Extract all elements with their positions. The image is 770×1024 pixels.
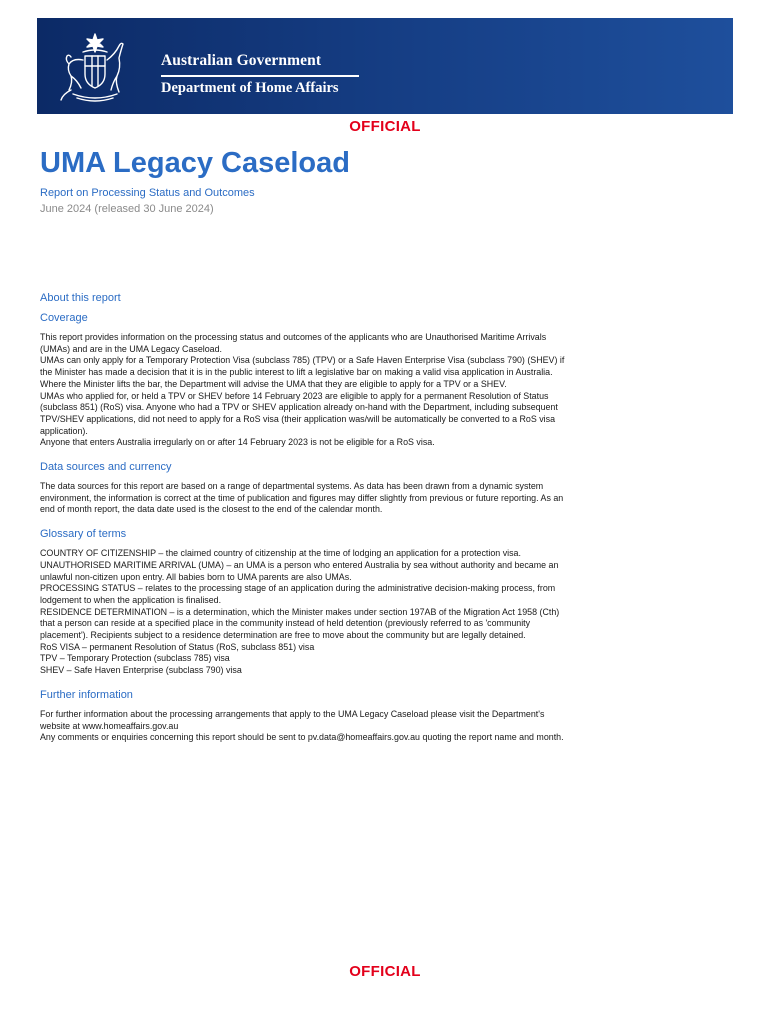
- release-date: June 2024 (released 30 June 2024): [40, 203, 214, 215]
- department-name: Department of Home Affairs: [161, 80, 339, 96]
- text-line: website at www.homeaffairs.gov.au: [40, 720, 179, 731]
- section-heading: Coverage: [40, 312, 88, 324]
- section-further-information: [40, 689, 660, 744]
- classification-bottom: OFFICIAL: [349, 963, 421, 980]
- section-body: [40, 332, 660, 449]
- section-body: [40, 548, 660, 677]
- text-line: the Minister has made a decision that it is in the public interest to lift a legislative bar on making a valid visa application in Australia.: [40, 367, 553, 378]
- text-line: UMAs can only apply for a Temporary Protection Visa (subclass 785) (TPV) or a Safe Haven Enterprise Visa (subclass 790) (SHEV) if: [40, 355, 565, 366]
- section-heading: Glossary of terms: [40, 528, 127, 541]
- text-line: TPV – Temporary Protection (subclass 785) visa: [40, 653, 230, 664]
- section-data-sources: [40, 461, 660, 516]
- text-line: that a person can reside at a specified place in the community instead of held detention (previously referred to as 'community: [40, 618, 531, 629]
- header-banner: [37, 18, 733, 114]
- text-line: The data sources for this report are based on a range of departmental systems. As data has been drawn from a dynamic system: [40, 481, 544, 492]
- text-line: placement'). Recipients subject to a residence determination are free to move about the community but are legally detained.: [40, 630, 526, 641]
- section-coverage: [40, 312, 660, 449]
- page-subtitle: Report on Processing Status and Outcomes: [40, 187, 255, 199]
- coat-of-arms-icon: [59, 30, 131, 104]
- text-line: TPV/SHEV applications, did not need to apply for a RoS visa (their application was/will be automatically be converted to a RoS visa: [40, 413, 556, 424]
- banner-divider: [161, 75, 359, 77]
- section-body: [40, 709, 660, 744]
- text-line: end of month report, the data date used is the closest to the end of the calendar month.: [40, 504, 383, 515]
- text-line: unlawful non-citizen upon entry. All babies born to UMA parents are also UMAs.: [40, 571, 352, 582]
- text-line: SHEV – Safe Haven Enterprise (subclass 790) visa: [40, 665, 242, 676]
- text-line: RoS VISA – permanent Resolution of Status (RoS, subclass 851) visa: [40, 641, 315, 652]
- text-line: RESIDENCE DETERMINATION – is a determination, which the Minister makes under section 197AB of the Migration Act 1958 (Cth): [40, 606, 560, 617]
- text-line: Any comments or enquiries concerning this report should be sent to pv.data@homeaffairs.gov.au quoting the report name and month.: [40, 732, 564, 743]
- government-name: Australian Government: [161, 52, 322, 69]
- section-heading: Data sources and currency: [40, 461, 172, 474]
- section-body: [40, 481, 660, 516]
- text-line: UMAs who applied for, or held a TPV or SHEV before 14 February 2023 are eligible to apply for a permanent Resolution of Status: [40, 390, 549, 401]
- classification-top: OFFICIAL: [349, 118, 421, 135]
- report-content: [40, 292, 660, 756]
- text-line: application).: [40, 425, 88, 436]
- page-title: UMA Legacy Caseload: [40, 147, 350, 179]
- text-line: UNAUTHORISED MARITIME ARRIVAL (UMA) – an UMA is a person who entered Australia by sea without authority and became an: [40, 559, 559, 570]
- text-line: For further information about the processing arrangements that apply to the UMA Legacy Caseload please visit the Department's: [40, 708, 545, 719]
- section-heading: Further information: [40, 688, 133, 701]
- text-line: COUNTRY OF CITIZENSHIP – the claimed country of citizenship at the time of lodging an application for a protection visa.: [40, 548, 521, 559]
- text-line: lodgement to when the application is finalised.: [40, 594, 222, 605]
- text-line: PROCESSING STATUS – relates to the processing stage of an application during the administrative decision-making process, from: [40, 583, 556, 594]
- section-glossary: [40, 528, 660, 677]
- about-heading: About this report: [40, 292, 121, 304]
- text-line: (subclass 851) (RoS) visa. Anyone who had a TPV or SHEV application already on-hand with the Department, including subsequent: [40, 402, 558, 413]
- text-line: (UMAs) and are in the UMA Legacy Caseload.: [40, 343, 223, 354]
- text-line: This report provides information on the processing status and outcomes of the applicants who are Unauthorised Maritime Arrivals: [40, 332, 547, 342]
- text-line: environment, the information is correct at the time of publication and figures may differ slightly from previous or future reporting. As an: [40, 492, 564, 503]
- text-line: Where the Minister lifts the bar, the Department will advise the UMA that they are eligible to apply for a TPV or a SHEV.: [40, 378, 507, 389]
- text-line: Anyone that enters Australia irregularly on or after 14 February 2023 is not be eligible for a RoS visa.: [40, 437, 435, 448]
